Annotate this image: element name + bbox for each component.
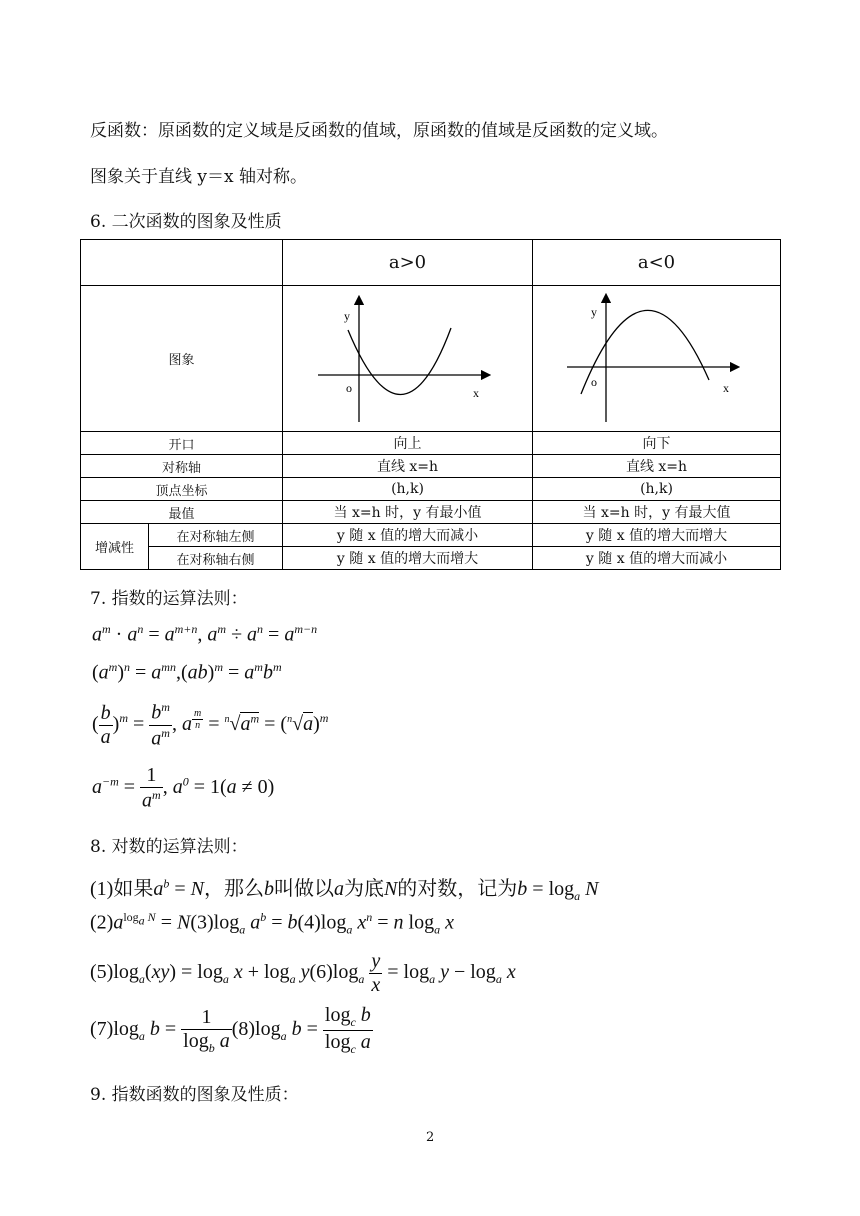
log-rule-5-6: $(5)\log_a(xy) = \log_a x + \log_a y(6)\log_a$ $\frac{y}{x}$ = $\log_a y - \log_a x$ <box>90 950 516 996</box>
section-7-heading: 7. 指数的运算法则： <box>90 589 248 609</box>
row-label-vertex: 顶点坐标 <box>81 478 283 501</box>
log-rule-2-4: $(2)a^{log_a N} = N(3)\log_a$ $a^b = b(4)\log_a$ $x^n = n$ $\log_a x$ <box>90 910 454 937</box>
row-label-axis: 对称轴 <box>81 455 283 478</box>
parabola-curve <box>345 328 451 395</box>
origin-label: o <box>590 374 597 389</box>
cell-opening-pos: 向上 <box>283 432 533 455</box>
inverse-function-text: 反函数：原函数的定义域是反函数的值域，原函数的值域是反函数的定义域。 <box>90 121 668 141</box>
section-6-heading: 6. 二次函数的图象及性质 <box>90 212 282 232</box>
row-label-graph: 图象 <box>81 286 283 432</box>
row-label-left-side: 在对称轴左侧 <box>149 524 283 547</box>
row-label-right-side: 在对称轴右侧 <box>149 547 283 570</box>
graph-downward-parabola <box>533 286 781 432</box>
x-axis-label: x <box>722 380 729 395</box>
row-label-extreme: 最值 <box>81 501 283 524</box>
y-axis-label: y <box>590 304 597 319</box>
exponent-rule-1: $a^m \cdot a^n = a^{m+n}$, $a^m \div a^n = a^{m-n}$ <box>92 622 318 646</box>
cell-vertex-pos: (h,k) <box>283 478 533 501</box>
y-axis-label: y <box>343 308 350 323</box>
cell-right-pos: y 随 x 值的增大而增大 <box>283 547 533 570</box>
log-rule-1-text-c: 叫做以 <box>273 878 334 900</box>
log-rule-1-text-e: 的对数，记为 <box>397 878 518 900</box>
section-8-heading: 8. 对数的运算法则： <box>90 837 248 857</box>
cell-right-neg: y 随 x 值的增大而减小 <box>533 547 781 570</box>
cell-axis-pos: 直线 x=h <box>283 455 533 478</box>
log-rule-1: (1)如果$a^b = N$，那么b叫做以a为底N的对数，记为$b = \log_a N$ <box>90 876 599 903</box>
exponent-rule-4: $a^{-m}$ = $\frac{1}{a^m}$ , $a^0 = 1(a \ne 0)$ <box>92 764 275 812</box>
origin-label: o <box>345 380 352 395</box>
x-axis-label: x <box>472 385 479 400</box>
page-number: 2 <box>426 1130 435 1145</box>
col-header-a-negative: a<0 <box>533 240 781 286</box>
downward-parabola-graph <box>557 292 757 422</box>
row-label-opening: 开口 <box>81 432 283 455</box>
log-rule-7-8: $(7)\log_a$ b = $\frac{1}{\log_b a}$ $(8)\log_a$ b = $\frac{\log_c b}{\log_c a}$ <box>90 1004 371 1056</box>
cell-left-pos: y 随 x 值的增大而减小 <box>283 524 533 547</box>
exponent-rule-3: ( $\frac{b}{a}$ )$^m$ = $\frac{b^m}{a^m}$ , a $^{\frac{m}{n}}$ = $^n√a^m = (^n√a)^m$ <box>92 700 329 750</box>
cell-extreme-pos: 当 x=h 时，y 有最小值 <box>283 501 533 524</box>
log-rule-1-text-b: ，那么 <box>203 878 264 900</box>
cell-axis-neg: 直线 x=h <box>533 455 781 478</box>
cell-vertex-neg: (h,k) <box>533 478 781 501</box>
upward-parabola-graph <box>308 292 508 422</box>
quadratic-properties-table <box>80 239 781 570</box>
cell-opening-neg: 向下 <box>533 432 781 455</box>
table-corner-cell <box>81 240 283 286</box>
log-rule-1-text-a: 如果 <box>113 878 154 900</box>
col-header-a-positive: a>0 <box>283 240 533 286</box>
parabola-curve <box>581 310 709 394</box>
graph-upward-parabola <box>283 286 533 432</box>
cell-left-neg: y 随 x 值的增大而增大 <box>533 524 781 547</box>
exponent-rule-2: $(a^m)^n = a^{mn},(ab)^m = a^mb^m$ <box>92 660 282 684</box>
symmetry-text: 图象关于直线 y＝x 轴对称。 <box>90 167 307 187</box>
section-9-heading: 9. 指数函数的图象及性质： <box>90 1085 299 1105</box>
log-rule-1-text-d: 为底 <box>343 878 384 900</box>
cell-extreme-neg: 当 x=h 时，y 有最大值 <box>533 501 781 524</box>
row-label-monotonic: 增减性 <box>81 524 149 570</box>
